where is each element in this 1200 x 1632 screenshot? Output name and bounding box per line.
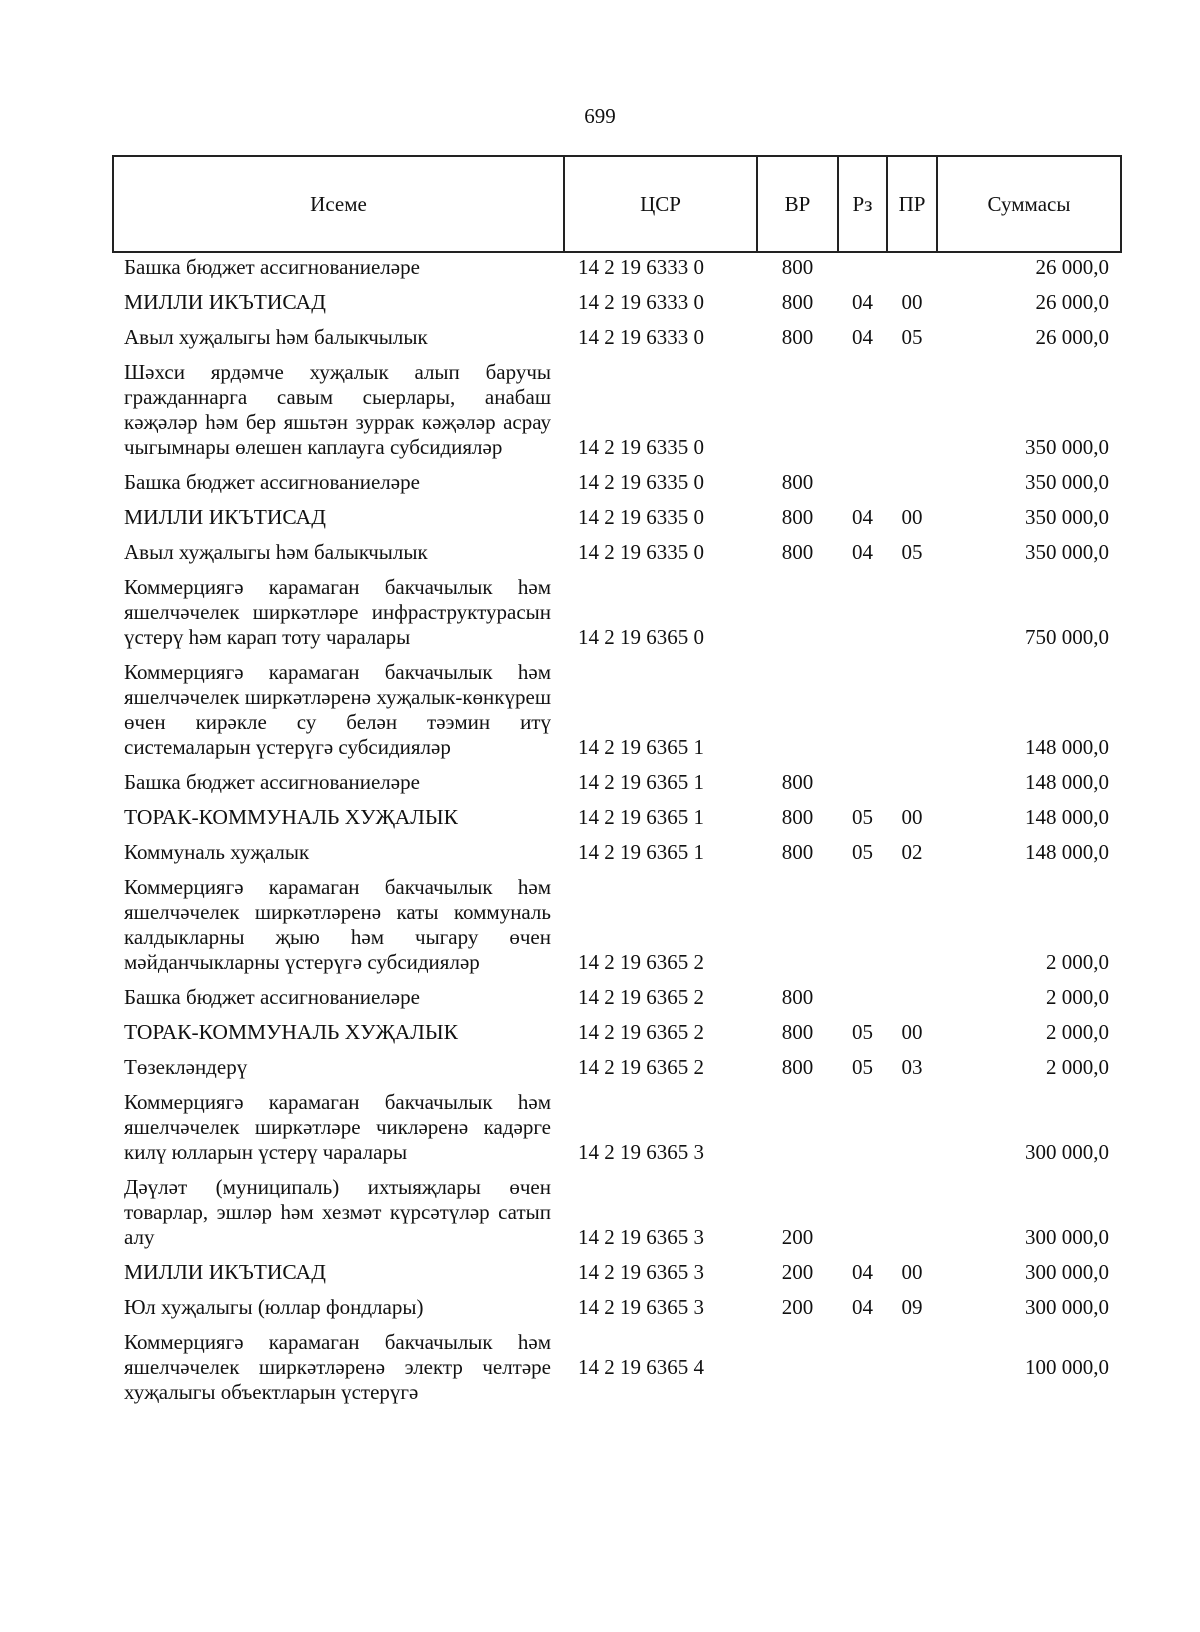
cell-sum: 148 000,0 <box>1025 805 1109 829</box>
cell-rz <box>838 765 887 800</box>
cell-name: Коммерциягә карамаган бакчачылык һәм яшелчәчелек ширкәтләренә каты коммуналь калдыкларны җыю һәм чыгару өчен мәйданчыкларны үстерүгә субсидияләр <box>124 875 551 974</box>
cell-name: ТОРАК-КОММУНАЛЬ ХУҖАЛЫК <box>124 1020 458 1044</box>
cell-pr <box>887 1325 937 1410</box>
cell-sum: 2 000,0 <box>1046 1020 1109 1044</box>
cell-name: МИЛЛИ ИКЪТИСАД <box>124 1260 326 1284</box>
cell-name: Төзекләндерү <box>124 1055 248 1079</box>
cell-csr: 14 2 19 6365 2 <box>578 985 704 1009</box>
cell-csr: 14 2 19 6365 3 <box>578 1140 704 1164</box>
cell-sum: 300 000,0 <box>1025 1295 1109 1319</box>
cell-csr: 14 2 19 6335 0 <box>578 470 704 494</box>
cell-csr: 14 2 19 6365 3 <box>578 1225 704 1249</box>
cell-name: Башка бюджет ассигнованиеләре <box>124 770 420 794</box>
cell-vr <box>757 1085 838 1170</box>
cell-sum: 100 000,0 <box>1025 1355 1109 1379</box>
cell-sum: 350 000,0 <box>1025 540 1109 564</box>
cell-pr <box>887 765 937 800</box>
cell-sum: 2 000,0 <box>1046 1055 1109 1079</box>
cell-pr: 00 <box>901 1260 923 1284</box>
cell-rz <box>838 1170 887 1255</box>
table-row <box>113 535 1121 570</box>
cell-sum: 350 000,0 <box>1025 470 1109 494</box>
cell-rz: 04 <box>852 325 873 349</box>
cell-csr: 14 2 19 6365 3 <box>578 1260 704 1284</box>
cell-rz: 04 <box>852 540 873 564</box>
cell-sum: 26 000,0 <box>1035 255 1109 279</box>
cell-name: Дәүләт (муниципаль) ихтыяҗлары өчен товарлар, эшләр һәм хезмәт күрсәтүләр сатып алу <box>124 1175 551 1249</box>
cell-vr <box>757 1325 838 1410</box>
cell-sum: 300 000,0 <box>1025 1260 1109 1284</box>
cell-rz: 05 <box>852 805 873 829</box>
cell-vr <box>757 655 838 765</box>
cell-name: Шәхси ярдәмче хуҗалык алып баручы гражданнарга савым сыерлары, анабаш кәҗәләр һәм бер яшьтән зуррак кәҗәләр асрау чыгымнары өлешен каплауга субсидияләр <box>124 360 551 459</box>
cell-name: Башка бюджет ассигнованиеләре <box>124 470 420 494</box>
cell-rz: 04 <box>852 505 873 529</box>
cell-pr: 09 <box>901 1295 923 1319</box>
cell-name: Коммерциягә карамаган бакчачылык һәм яшелчәчелек ширкәтләренә хуҗалык-көнкүреш өчен кирәкле су белән тәэмин итү системаларын үстерүгә субсидияләр <box>124 660 551 759</box>
cell-name: Авыл хуҗалыгы һәм балыкчылык <box>124 540 428 564</box>
cell-vr: 200 <box>781 1225 814 1249</box>
table-row <box>113 1015 1121 1050</box>
cell-rz: 05 <box>852 840 873 864</box>
table-row <box>113 1170 1121 1255</box>
cell-rz: 05 <box>852 1020 873 1044</box>
cell-sum: 148 000,0 <box>1025 840 1109 864</box>
cell-sum: 26 000,0 <box>1035 290 1109 314</box>
cell-csr: 14 2 19 6335 0 <box>578 505 704 529</box>
table-row <box>113 1255 1121 1290</box>
cell-rz <box>838 570 887 655</box>
cell-pr <box>887 1170 937 1255</box>
table-row <box>113 1085 1121 1170</box>
cell-csr: 14 2 19 6365 1 <box>578 770 704 794</box>
cell-vr: 800 <box>781 840 814 864</box>
cell-sum: 2 000,0 <box>1046 950 1109 974</box>
cell-csr: 14 2 19 6365 2 <box>578 1020 704 1044</box>
cell-vr: 800 <box>781 1020 814 1044</box>
cell-rz: 04 <box>852 290 873 314</box>
cell-pr <box>887 1085 937 1170</box>
cell-sum: 350 000,0 <box>1025 505 1109 529</box>
table-row <box>113 835 1121 870</box>
cell-pr: 00 <box>901 1020 923 1044</box>
cell-rz <box>838 980 887 1015</box>
cell-pr: 02 <box>901 840 923 864</box>
cell-vr: 800 <box>781 770 814 794</box>
cell-pr: 05 <box>901 540 923 564</box>
cell-vr: 800 <box>781 470 814 494</box>
header-pr: ПР <box>887 156 937 252</box>
cell-csr: 14 2 19 6333 0 <box>578 290 704 314</box>
cell-vr: 800 <box>781 325 814 349</box>
cell-vr: 800 <box>781 805 814 829</box>
header-rz: Рз <box>838 156 887 252</box>
cell-pr: 00 <box>901 505 923 529</box>
cell-csr: 14 2 19 6365 1 <box>578 735 704 759</box>
header-name: Исеме <box>113 156 564 252</box>
cell-name: Коммерциягә карамаган бакчачылык һәм яшелчәчелек ширкәтләренә электр челтәре хуҗалыгы объектларын үстерүгә <box>124 1330 551 1404</box>
cell-name: Коммуналь хуҗалык <box>124 840 310 864</box>
cell-rz <box>838 1085 887 1170</box>
cell-csr: 14 2 19 6335 0 <box>578 540 704 564</box>
table-row <box>113 1290 1121 1325</box>
cell-sum: 148 000,0 <box>1025 770 1109 794</box>
table-row <box>113 285 1121 320</box>
cell-name: МИЛЛИ ИКЪТИСАД <box>124 290 326 314</box>
cell-rz <box>838 252 887 285</box>
cell-name: ТОРАК-КОММУНАЛЬ ХУҖАЛЫК <box>124 805 458 829</box>
cell-pr <box>887 655 937 765</box>
cell-name: Башка бюджет ассигнованиеләре <box>124 985 420 1009</box>
cell-vr: 800 <box>781 290 814 314</box>
cell-rz <box>838 870 887 980</box>
cell-name: Башка бюджет ассигнованиеләре <box>124 255 420 279</box>
cell-pr <box>887 465 937 500</box>
cell-pr: 03 <box>901 1055 923 1079</box>
budget-table <box>112 155 1122 1410</box>
table-body <box>113 252 1121 1410</box>
cell-rz <box>838 655 887 765</box>
cell-sum: 750 000,0 <box>1025 625 1109 649</box>
cell-csr: 14 2 19 6333 0 <box>578 255 704 279</box>
table-row <box>113 355 1121 465</box>
table-row <box>113 465 1121 500</box>
cell-rz <box>838 465 887 500</box>
cell-sum: 26 000,0 <box>1035 325 1109 349</box>
cell-rz <box>838 1325 887 1410</box>
cell-name: Авыл хуҗалыгы һәм балыкчылык <box>124 325 428 349</box>
table-row <box>113 870 1121 980</box>
cell-name: МИЛЛИ ИКЪТИСАД <box>124 505 326 529</box>
table-row <box>113 980 1121 1015</box>
cell-rz: 05 <box>852 1055 873 1079</box>
cell-pr: 00 <box>901 290 923 314</box>
cell-sum: 300 000,0 <box>1025 1225 1109 1249</box>
cell-sum: 2 000,0 <box>1046 985 1109 1009</box>
cell-vr <box>757 870 838 980</box>
header-csr: ЦСР <box>564 156 757 252</box>
cell-vr: 800 <box>781 505 814 529</box>
cell-pr <box>887 252 937 285</box>
table-row <box>113 500 1121 535</box>
cell-pr <box>887 355 937 465</box>
cell-sum: 350 000,0 <box>1025 435 1109 459</box>
cell-csr: 14 2 19 6365 2 <box>578 1055 704 1079</box>
cell-name: Коммерциягә карамаган бакчачылык һәм яшелчәчелек ширкәтләре чикләренә кадәрге килү юлларын үстерү чаралары <box>124 1090 551 1164</box>
table-row <box>113 1325 1121 1410</box>
cell-sum: 148 000,0 <box>1025 735 1109 759</box>
cell-vr <box>757 570 838 655</box>
cell-rz: 04 <box>852 1295 873 1319</box>
cell-csr: 14 2 19 6335 0 <box>578 435 704 459</box>
header-vr: ВР <box>757 156 838 252</box>
cell-pr <box>887 980 937 1015</box>
cell-vr: 800 <box>781 540 814 564</box>
cell-rz <box>838 355 887 465</box>
cell-vr: 800 <box>781 985 814 1009</box>
cell-csr: 14 2 19 6365 3 <box>578 1295 704 1319</box>
cell-name: Коммерциягә карамаган бакчачылык һәм яшелчәчелек ширкәтләре инфраструктурасын үстерү һәм карап тоту чаралары <box>124 575 551 649</box>
cell-pr <box>887 570 937 655</box>
page-number: 699 <box>584 104 616 128</box>
cell-sum: 300 000,0 <box>1025 1140 1109 1164</box>
cell-vr: 800 <box>781 255 814 279</box>
table-row <box>113 320 1121 355</box>
cell-csr: 14 2 19 6333 0 <box>578 325 704 349</box>
table-row <box>113 800 1121 835</box>
cell-csr: 14 2 19 6365 2 <box>578 950 704 974</box>
cell-pr <box>887 870 937 980</box>
cell-csr: 14 2 19 6365 1 <box>578 805 704 829</box>
table-row <box>113 1050 1121 1085</box>
table-row <box>113 655 1121 765</box>
table-row <box>113 570 1121 655</box>
cell-pr: 05 <box>901 325 923 349</box>
cell-name: Юл хуҗалыгы (юллар фондлары) <box>124 1295 424 1319</box>
cell-vr: 800 <box>781 1055 814 1079</box>
table-header-row <box>113 156 1121 252</box>
header-sum: Суммасы <box>937 156 1121 252</box>
table-row <box>113 765 1121 800</box>
cell-csr: 14 2 19 6365 1 <box>578 840 704 864</box>
cell-csr: 14 2 19 6365 0 <box>578 625 704 649</box>
cell-csr: 14 2 19 6365 4 <box>578 1355 704 1379</box>
cell-vr: 200 <box>781 1260 814 1284</box>
cell-pr: 00 <box>901 805 923 829</box>
table-row <box>113 252 1121 285</box>
cell-rz: 04 <box>852 1260 873 1284</box>
cell-vr: 200 <box>781 1295 814 1319</box>
cell-vr <box>757 355 838 465</box>
